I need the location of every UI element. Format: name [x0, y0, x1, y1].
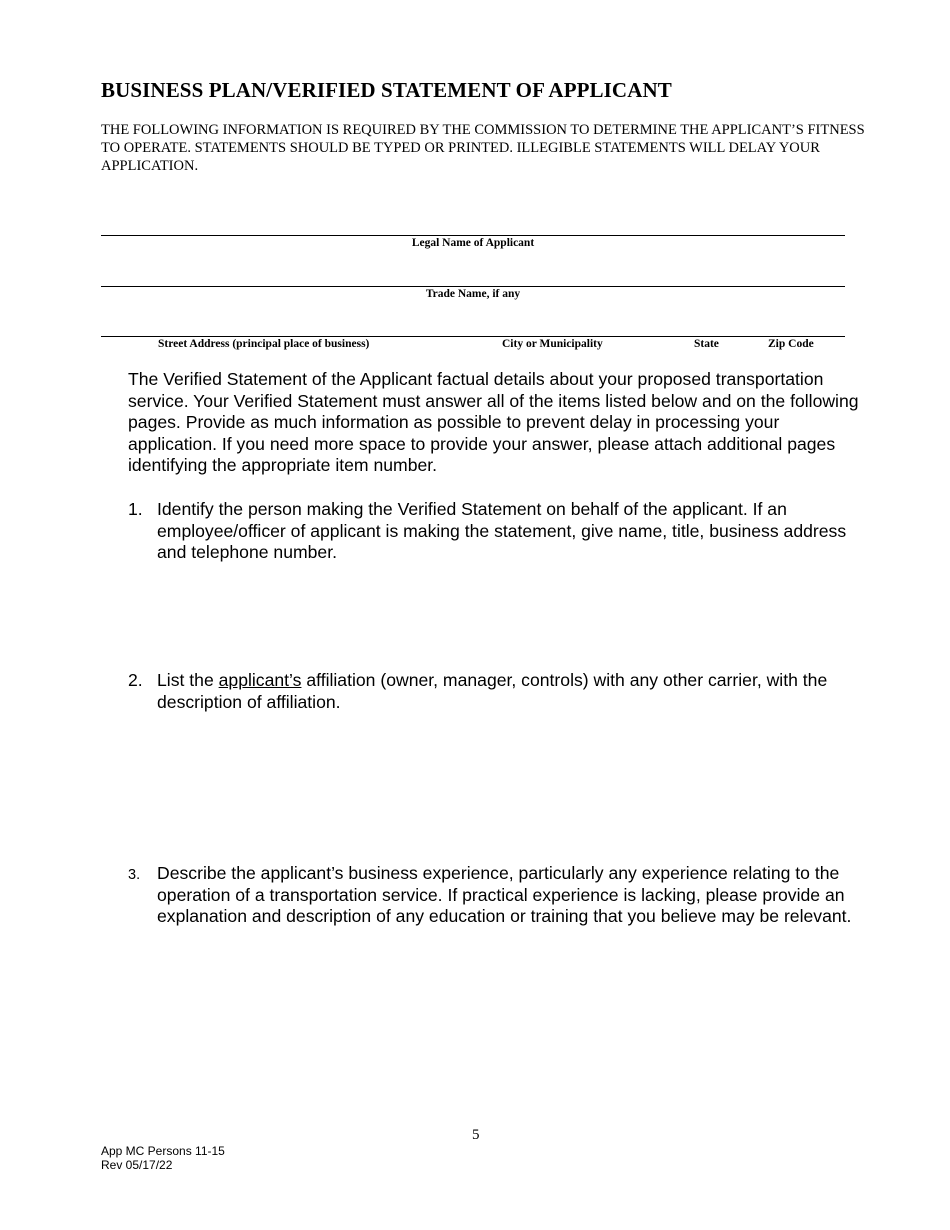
state-label: State — [694, 338, 719, 350]
intro-paragraph: The Verified Statement of the Applicant factual details about your proposed transportation service. Your Verified Statement must answer all of the items listed below and on the following pages. Provide as much information as possible to prevent delay in processing your application. If you need more space to provide your answer, please attach additional pages identifying the appropriate item number. — [128, 369, 859, 475]
item-text: Identify the person making the Verified Statement on behalf of the applicant. If an employee/officer of applicant is making the statement, give name, title, business address and telephone number. — [157, 499, 847, 562]
item-text — [157, 670, 868, 713]
item-text-end: affiliation (owner, manager, controls) with any other carrier, with the description of affiliation. — [157, 670, 828, 712]
question-item-2 — [128, 670, 868, 713]
form-id: App MC Persons 11-15 — [101, 1144, 225, 1158]
item-text-start: List the — [157, 670, 219, 690]
requirement-notice: THE FOLLOWING INFORMATION IS REQUIRED BY THE COMMISSION TO DETERMINE THE APPLICANT’S FITNESS TO OPERATE. STATEMENTS SHOULD BE TYPED OR PRINTED. ILLEGIBLE STATEMENTS WILL DELAY YOUR APPLICATION. — [101, 122, 865, 174]
trade-name-label: Trade Name, if any — [425, 288, 521, 300]
trade-name-line[interactable] — [101, 286, 845, 287]
zip-code-label: Zip Code — [768, 338, 814, 350]
legal-name-line[interactable] — [101, 235, 845, 236]
item-number: 2. — [128, 670, 143, 690]
item-text-underlined: applicant’s — [218, 670, 302, 690]
item-number: 3. — [128, 867, 141, 883]
page-number: 5 — [472, 1127, 480, 1143]
footer-info — [101, 1144, 225, 1172]
legal-name-label: Legal Name of Applicant — [411, 237, 535, 249]
question-item-1 — [128, 499, 868, 564]
street-address-label: Street Address (principal place of business) — [158, 338, 370, 350]
address-line[interactable] — [101, 336, 845, 337]
item-number: 1. — [128, 499, 143, 519]
question-item-3 — [128, 863, 868, 928]
revision-date: Rev 05/17/22 — [101, 1158, 173, 1172]
page-title: BUSINESS PLAN/VERIFIED STATEMENT OF APPLICANT — [101, 78, 672, 102]
item-text: Describe the applicant’s business experience, particularly any experience relating to the operation of a transportation service. If practical experience is lacking, please provide an explanation and description of any education or training that you believe may be relevant. — [157, 863, 852, 926]
city-label: City or Municipality — [502, 338, 603, 350]
